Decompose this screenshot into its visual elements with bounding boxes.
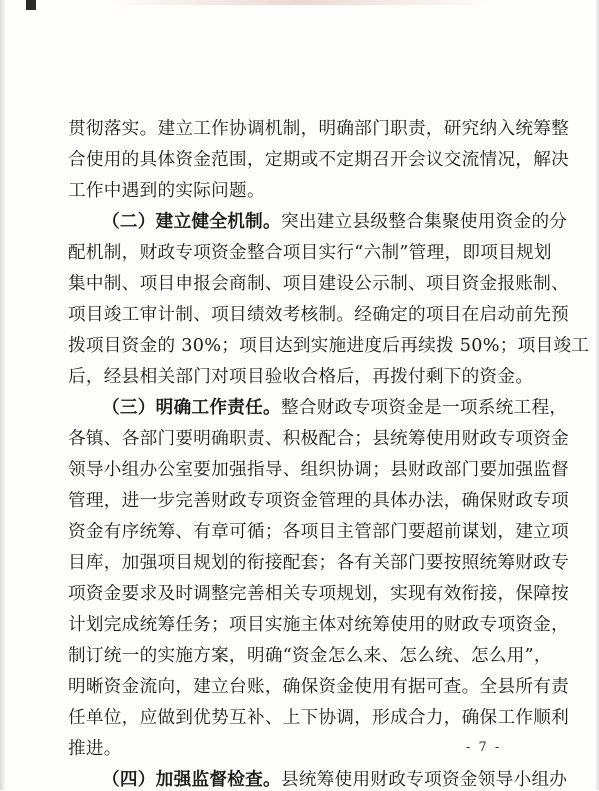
text-line: 工作中遇到的实际问题。 bbox=[68, 181, 265, 201]
text-line: 配机制，财政专项资金整合项目实行“六制”管理，即项目规划 bbox=[68, 243, 552, 263]
text-line: 拨项目资金的 30%；项目达到实施进度后再续拨 50%；项目竣工 bbox=[68, 336, 590, 356]
section-heading: （四）加强监督检查。 bbox=[102, 769, 281, 790]
text-line: 项目竣工审计制、项目绩效考核制。经确定的项目在启动前先预 bbox=[68, 305, 570, 325]
page-left-edge bbox=[0, 0, 6, 790]
text-line: 领导小组办公室要加强指导、组织协调；县财政部门要加强监督 bbox=[68, 460, 570, 480]
text-line: 计划完成统筹任务；项目实施主体对统筹使用的财政专项资金， bbox=[68, 615, 570, 635]
text-line: 集中制、项目申报会商制、项目建设公示制、项目资金报账制、 bbox=[68, 274, 570, 294]
text-line: 任单位，应做到优势互补、上下协调，形成合力，确保工作顺利 bbox=[68, 708, 570, 728]
text-line: 后，经县相关部门对项目验收合格后，再拨付剩下的资金。 bbox=[68, 367, 534, 387]
text-line: 明晰资金流向，建立台账，确保资金使用有据可查。全县所有责 bbox=[68, 677, 570, 697]
text-line: 资金有序统筹、有章可循；各项目主管部门要超前谋划，建立项 bbox=[68, 522, 570, 542]
text-line: 各镇、各部门要明确职责、积极配合；县统筹使用财政专项资金 bbox=[68, 429, 570, 449]
text-run: 整合财政专项资金是一项系统工程， bbox=[280, 398, 568, 418]
text-line: 项资金要求及时调整完善相关专项规划，实现有效衔接，保障按 bbox=[68, 584, 570, 604]
text-line: 管理，进一步完善财政专项资金管理的具体办法，确保财政专项 bbox=[68, 491, 570, 511]
section-heading: （二）建立健全机制。 bbox=[102, 211, 281, 232]
text-line: 推进。 bbox=[68, 739, 122, 759]
section-paragraph bbox=[102, 769, 567, 791]
scan-corner-mark bbox=[26, 0, 36, 10]
section-heading: （三）明确工作责任。 bbox=[102, 397, 281, 418]
text-line: 合使用的具体资金范围，定期或不定期召开会议交流情况，解决 bbox=[68, 150, 570, 170]
section-paragraph bbox=[102, 211, 567, 233]
header-bleed-through bbox=[110, 0, 490, 5]
page-number: - 7 - bbox=[466, 740, 502, 755]
page-right-edge bbox=[595, 0, 599, 790]
text-line: 制订统一的实施方案，明确“资金怎么来、怎么统、怎么用”， bbox=[68, 646, 552, 666]
text-line: 贯彻落实。建立工作协调机制，明确部门职责，研究纳入统筹整 bbox=[68, 119, 570, 139]
section-paragraph bbox=[102, 397, 567, 419]
text-run: 县统筹使用财政专项资金领导小组办 bbox=[280, 770, 568, 790]
text-run: 突出建立县级整合集聚使用资金的分 bbox=[280, 212, 568, 232]
text-line: 目库，加强项目规划的衔接配套；各有关部门要按照统筹财政专 bbox=[68, 553, 570, 573]
